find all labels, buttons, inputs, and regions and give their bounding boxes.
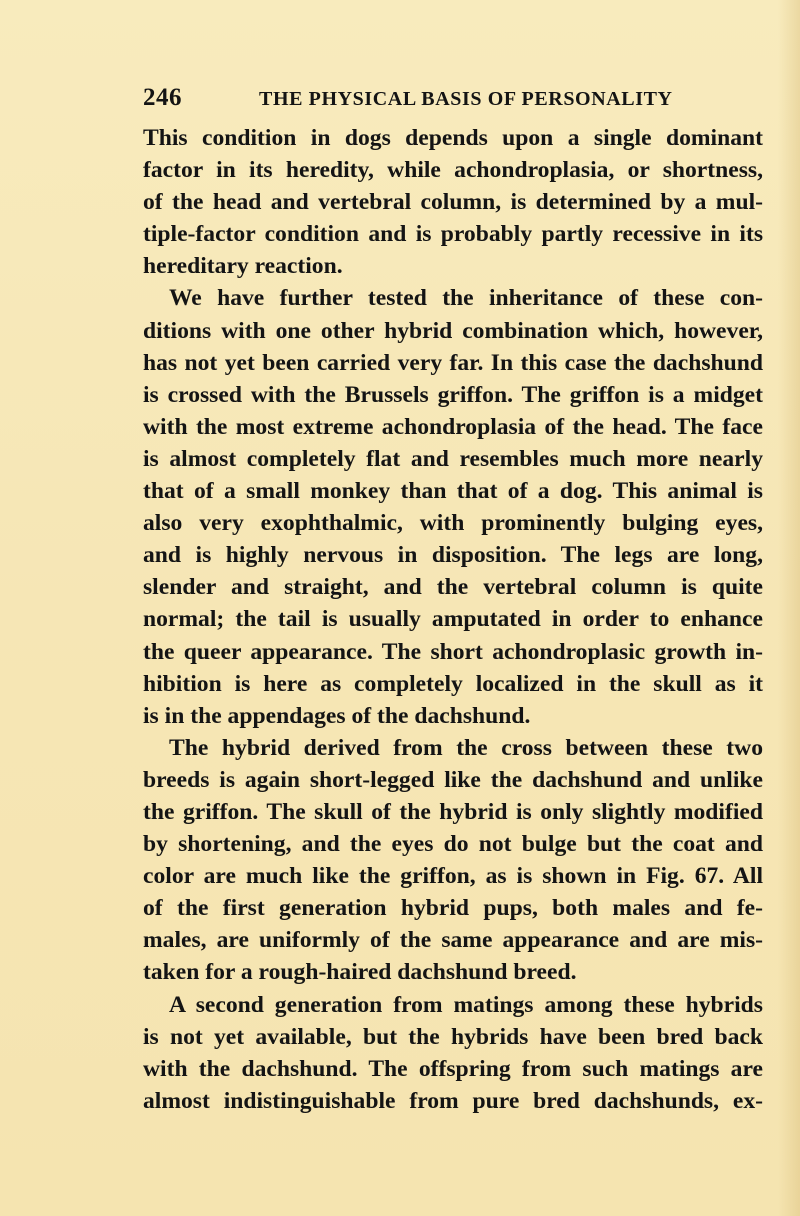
text-line: hibition is here as completely localized in the skull as it [143,670,763,697]
text-line: with the dachshund. The offspring from such matings are [143,1055,763,1082]
text-line: normal; the tail is usually amputated in order to enhance [143,606,763,633]
text-line: slender and straight, and the vertebral column is quite [143,574,763,601]
text-line: hereditary reaction. [143,253,343,280]
text-line: color are much like the griffon, as is shown in Fig. 67. All [143,863,763,890]
text-line: is almost completely flat and resembles much more nearly [143,445,763,472]
text-line: has not yet been carried very far. In this case the dachshund [143,349,763,376]
text-line: The hybrid derived from the cross between these two [169,734,763,761]
text-line: of the first generation hybrid pups, both males and fe- [143,895,763,922]
page-edge-shadow [778,0,800,1216]
text-line: of the head and vertebral column, is determined by a mul- [143,189,763,216]
text-line: tiple-factor condition and is probably partly recessive in its [143,221,763,248]
running-head: THE PHYSICAL BASIS OF PERSONALITY [259,88,673,110]
text-line: breeds is again short-legged like the dachshund and unlike [143,766,763,793]
text-line: This condition in dogs depends upon a single dominant [143,125,763,151]
text-line: the griffon. The skull of the hybrid is only slightly modified [143,798,763,825]
text-line: with the most extreme achondroplasia of the head. The face [143,413,763,440]
text-line: and is highly nervous in disposition. The legs are long, [143,542,763,569]
text-line: is crossed with the Brussels griffon. The griffon is a midget [143,381,763,408]
text-line: taken for a rough-haired dachshund breed. [143,959,577,986]
page-number: 246 [143,84,182,111]
text-line: that of a small monkey than that of a dog. This animal is [143,478,763,505]
text-line: almost indistinguishable from pure bred dachshunds, ex- [143,1087,763,1114]
text-line: We have further tested the inheritance of these con- [169,285,763,312]
text-line: ditions with one other hybrid combination which, however, [143,317,763,344]
text-line: is in the appendages of the dachshund. [143,702,531,729]
text-line: the queer appearance. The short achondroplasic growth in- [143,638,763,665]
text-line: males, are uniformly of the same appearance and are mis- [143,927,763,954]
text-line: by shortening, and the eyes do not bulge but the coat and [143,831,763,858]
text-line: also very exophthalmic, with prominently bulging eyes, [143,510,763,537]
text-line: factor in its heredity, while achondroplasia, or shortness, [143,157,763,184]
text-line: is not yet available, but the hybrids have been bred back [143,1023,763,1050]
text-line: A second generation from matings among these hybrids [169,991,763,1018]
page-header [143,84,763,116]
body-text [143,122,763,1117]
